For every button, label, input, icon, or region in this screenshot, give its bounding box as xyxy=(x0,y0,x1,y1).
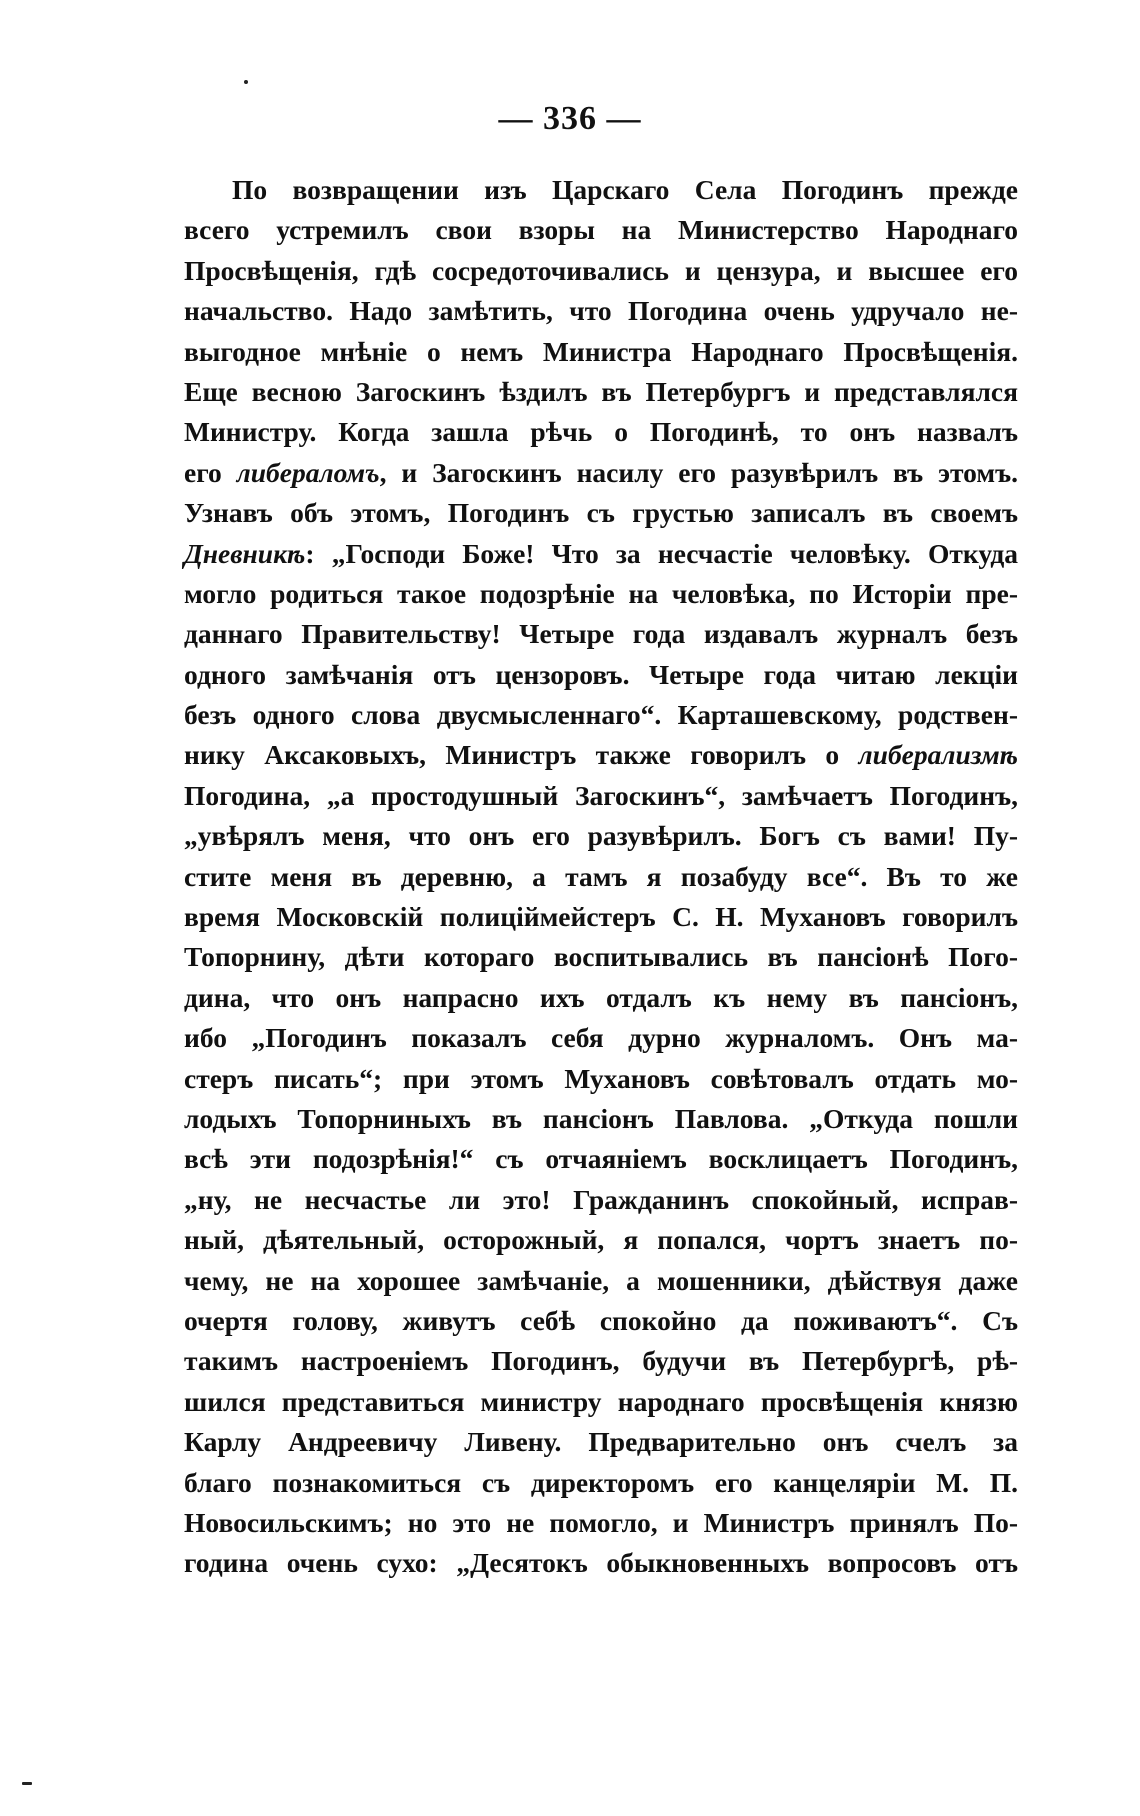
text-line: благо познакомиться съ директоромъ его канцеляріи М. П. xyxy=(184,1466,1018,1498)
text-line: всего устремилъ свои взоры на Министерство Народнаго xyxy=(184,214,1018,246)
text-line: Узнавъ объ этомъ, Погодинъ съ грустью записалъ въ своемъ xyxy=(184,497,1018,529)
print-speck xyxy=(244,80,248,84)
text-line: По возвращении изъ Царскаго Села Погодинъ прежде xyxy=(232,174,1018,205)
text-line: ный, дѣятельный, осторожный, я попался, чортъ знаетъ по- xyxy=(184,1224,1018,1256)
text-line: Топорнину, дѣти котораго воспитывались въ пансіонѣ Пого- xyxy=(184,941,1018,973)
text-line: одного замѣчанія отъ цензоровъ. Четыре года читаю лекціи xyxy=(184,658,1018,690)
text-line: такимъ настроеніемъ Погодинъ, будучи въ Петербургѣ, рѣ- xyxy=(184,1345,1018,1377)
text-line: даннаго Правительству! Четыре года издавалъ журналъ безъ xyxy=(184,618,1018,650)
text-line: дина, что онъ напрасно ихъ отдалъ къ нему въ пансіонъ, xyxy=(184,981,1018,1013)
text-line: выгодное мнѣніе о немъ Министра Народнаго Просвѣщенія. xyxy=(184,335,1018,367)
text-line: Просвѣщенія, гдѣ сосредоточивались и цензура, и высшее его xyxy=(184,254,1018,286)
body-text xyxy=(184,170,1018,1584)
text-line: Министру. Когда зашла рѣчь о Погодинѣ, то онъ назвалъ xyxy=(184,416,1018,448)
text-segment: , и Загоскинъ насилу его разувѣрилъ въ этомъ. xyxy=(379,456,1018,488)
text-line: стите меня въ деревню, а тамъ я позабуду все“. Въ то же xyxy=(184,860,1018,892)
text-segment: его xyxy=(184,456,237,488)
text-line: всѣ эти подозрѣнія!“ съ отчаяніемъ восклицаетъ Погодинъ, xyxy=(184,1143,1018,1175)
text-line: лодыхъ Топорниныхъ въ пансіонъ Павлова. „Откуда пошли xyxy=(184,1102,1018,1134)
text-line: ибо „Погодинъ показалъ себя дурно журналомъ. Онъ ма- xyxy=(184,1022,1018,1054)
italic-term: либераломъ xyxy=(236,456,380,488)
text-line: „увѣрялъ меня, что онъ его разувѣрилъ. Богъ съ вами! Пу- xyxy=(184,820,1018,852)
text-line: начальство. Надо замѣтить, что Погодина очень удручало не- xyxy=(184,295,1018,327)
italic-term: либерализмѣ xyxy=(858,739,1018,771)
text-line xyxy=(184,453,1018,493)
text-line xyxy=(184,735,1018,775)
text-line: шился представиться министру народнаго просвѣщенія князю xyxy=(184,1385,1018,1417)
text-line: безъ одного слова двусмысленнаго“. Карташевскому, родствен- xyxy=(184,699,1018,731)
page-number: — 336 — xyxy=(498,100,642,137)
text-line: стеръ писать“; при этомъ Мухановъ совѣтовалъ отдать мо- xyxy=(184,1062,1018,1094)
text-line xyxy=(184,534,1018,574)
text-segment: нику Аксаковыхъ, Министръ также говорилъ о xyxy=(184,739,859,771)
text-line: Новосильскимъ; но это не помогло, и Министръ принялъ По- xyxy=(184,1506,1018,1538)
text-line: время Московскій полиціймейстеръ С. Н. Мухановъ говорилъ xyxy=(184,901,1018,933)
text-line: Еще весною Загоскинъ ѣздилъ въ Петербургъ и представлялся xyxy=(184,375,1018,407)
text-segment: : „Господи Боже! Что за несчастіе человѣку. Откуда xyxy=(305,537,1018,569)
text-line: година очень сухо: „Десятокъ обыкновенныхъ вопросовъ отъ xyxy=(184,1547,1018,1579)
text-line: Карлу Андреевичу Ливену. Предварительно онъ счелъ за xyxy=(184,1426,1018,1458)
text-line: Погодина, „а простодушный Загоскинъ“, замѣчаетъ Погодинъ, xyxy=(184,779,1018,811)
text-line: чему, не на хорошее замѣчаніе, а мошенники, дѣйствуя даже xyxy=(184,1264,1018,1296)
print-speck xyxy=(22,1782,32,1785)
italic-term: Дневникѣ xyxy=(184,537,306,569)
text-line: очертя голову, живутъ себѣ спокойно да поживаютъ“. Съ xyxy=(184,1304,1018,1336)
text-line: „ну, не несчастье ли это! Гражданинъ спокойный, исправ- xyxy=(184,1183,1018,1215)
text-line: могло родиться такое подозрѣніе на человѣка, по Исторіи пре- xyxy=(184,577,1018,609)
